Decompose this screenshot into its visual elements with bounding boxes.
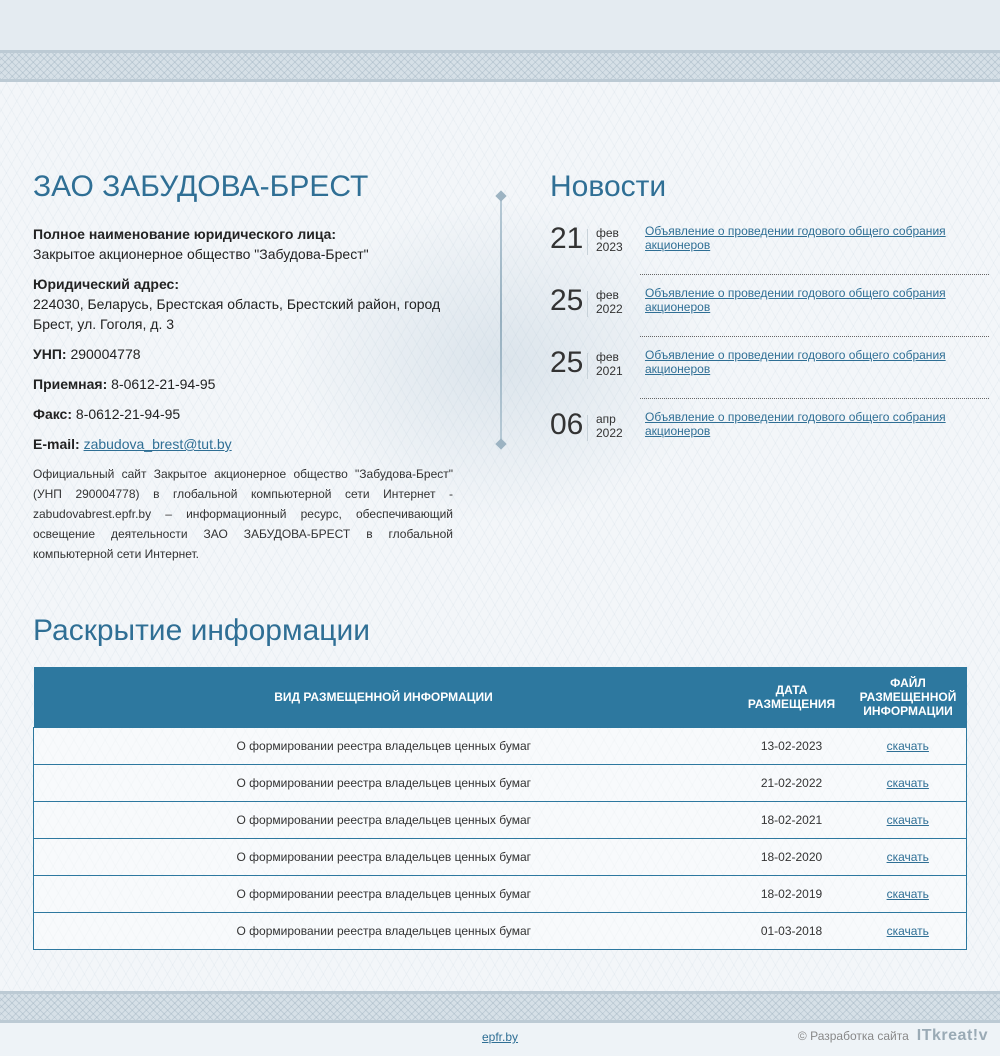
download-link[interactable]: скачать [886, 886, 929, 901]
developer-text: © Разработка сайта [797, 1029, 909, 1043]
full-name-block [33, 224, 453, 264]
site-description: Официальный сайт Закрытое акционерное общество "Забудова-Брест" (УНП 290004778) в глобальной компьютерной сети Интернет - zabudovabrest.epfr.by – информационный ресурс, обеспечивающий освещение деятельности ЗАО ЗАБУДОВА-БРЕСТ в глобальной компьютерной сети Интернет. [33, 467, 453, 561]
row-file-cell [850, 875, 967, 912]
news-item [550, 346, 989, 408]
disclosure-table-wrap [33, 667, 967, 950]
row-type: О формировании реестра владельцев ценных бумаг [34, 912, 734, 949]
column-header-file: ФАЙЛ РАЗМЕЩЕННОЙ ИНФОРМАЦИИ [850, 667, 967, 727]
row-date: 18-02-2019 [734, 875, 850, 912]
top-bar [0, 0, 1000, 50]
row-type: О формировании реестра владельцев ценных бумаг [34, 838, 734, 875]
news-year: 2022 [596, 426, 623, 440]
row-date: 21-02-2022 [734, 764, 850, 801]
address-block [33, 274, 453, 334]
reception-block [33, 374, 453, 394]
news-item [550, 284, 989, 346]
news-month: фев [596, 226, 619, 240]
news-date-separator [587, 229, 588, 255]
full-name-value: Закрытое акционерное общество "Забудова-Брест" [33, 246, 369, 262]
disclosure-table [33, 667, 967, 950]
email-link[interactable]: zabudova_brest@tut.by [83, 436, 232, 452]
row-type: О формировании реестра владельцев ценных бумаг [34, 727, 734, 764]
table-row [34, 875, 967, 912]
row-date: 18-02-2021 [734, 801, 850, 838]
table-row [34, 838, 967, 875]
table-row [34, 764, 967, 801]
email-label: E-mail: [33, 436, 80, 452]
news-year: 2022 [596, 302, 623, 316]
news-date-separator [587, 291, 588, 317]
row-type: О формировании реестра владельцев ценных бумаг [34, 875, 734, 912]
fax-label: Факс: [33, 406, 73, 422]
column-header-type: ВИД РАЗМЕЩЕННОЙ ИНФОРМАЦИИ [34, 667, 734, 727]
news-date-separator [587, 353, 588, 379]
fax-block [33, 404, 453, 424]
header-ornament-band [0, 50, 1000, 82]
table-row [34, 727, 967, 764]
row-type: О формировании реестра владельцев ценных бумаг [34, 801, 734, 838]
download-link[interactable]: скачать [886, 775, 929, 790]
news-day: 25 [550, 346, 584, 379]
row-file-cell [850, 727, 967, 764]
company-info [33, 224, 453, 574]
news-link[interactable]: Объявление о проведении годового общего собрания акционеров [645, 348, 946, 376]
ornament-divider-icon [500, 192, 502, 448]
news-separator [640, 398, 989, 399]
company-title: ЗАО ЗАБУДОВА-БРЕСТ [33, 170, 369, 203]
news-item [550, 222, 989, 284]
unp-value: 290004778 [70, 346, 141, 362]
table-header-row [34, 667, 967, 727]
unp-label: УНП: [33, 346, 67, 362]
developer-logo[interactable]: ITkreat!v [916, 1027, 988, 1044]
download-link[interactable]: скачать [886, 849, 929, 864]
full-name-label: Полное наименование юридического лица: [33, 226, 337, 242]
row-date: 18-02-2020 [734, 838, 850, 875]
address-label: Юридический адрес: [33, 276, 179, 292]
news-date-separator [587, 415, 588, 441]
news-link[interactable]: Объявление о проведении годового общего собрания акционеров [645, 286, 946, 314]
news-day: 06 [550, 408, 584, 441]
news-year: 2021 [596, 364, 623, 378]
fax-value: 8-0612-21-94-95 [75, 406, 181, 422]
reception-label: Приемная: [33, 376, 108, 392]
news-month: апр [596, 412, 616, 426]
news-day: 25 [550, 284, 584, 317]
row-file-cell [850, 912, 967, 949]
column-header-date: ДАТА РАЗМЕЩЕНИЯ [734, 667, 850, 727]
news-title: Новости [550, 170, 667, 203]
row-date: 01-03-2018 [734, 912, 850, 949]
reception-value: 8-0612-21-94-95 [111, 376, 216, 392]
download-link[interactable]: скачать [886, 738, 929, 753]
news-year: 2023 [596, 240, 623, 254]
news-link[interactable]: Объявление о проведении годового общего собрания акционеров [645, 410, 946, 438]
email-block [33, 434, 453, 454]
footer-ornament-band [0, 991, 1000, 1023]
table-row [34, 912, 967, 949]
news-day: 21 [550, 222, 584, 255]
news-month: фев [596, 350, 619, 364]
news-item [550, 408, 989, 470]
news-month: фев [596, 288, 619, 302]
download-link[interactable]: скачать [886, 812, 929, 827]
row-file-cell [850, 801, 967, 838]
developer-credit [798, 1027, 988, 1045]
row-file-cell [850, 838, 967, 875]
download-link[interactable]: скачать [886, 923, 929, 938]
address-value: 224030, Беларусь, Брестская область, Брестский район, город Брест, ул. Гоголя, д. 3 [33, 296, 441, 332]
news-link[interactable]: Объявление о проведении годового общего собрания акционеров [645, 224, 946, 252]
row-date: 13-02-2023 [734, 727, 850, 764]
news-separator [640, 336, 989, 337]
row-type: О формировании реестра владельцев ценных бумаг [34, 764, 734, 801]
footer-link-epfr[interactable]: epfr.by [482, 1030, 519, 1044]
news-separator [640, 274, 989, 275]
table-row [34, 801, 967, 838]
disclosure-title: Раскрытие информации [33, 614, 370, 647]
unp-block [33, 344, 453, 364]
news-list [550, 222, 989, 470]
row-file-cell [850, 764, 967, 801]
